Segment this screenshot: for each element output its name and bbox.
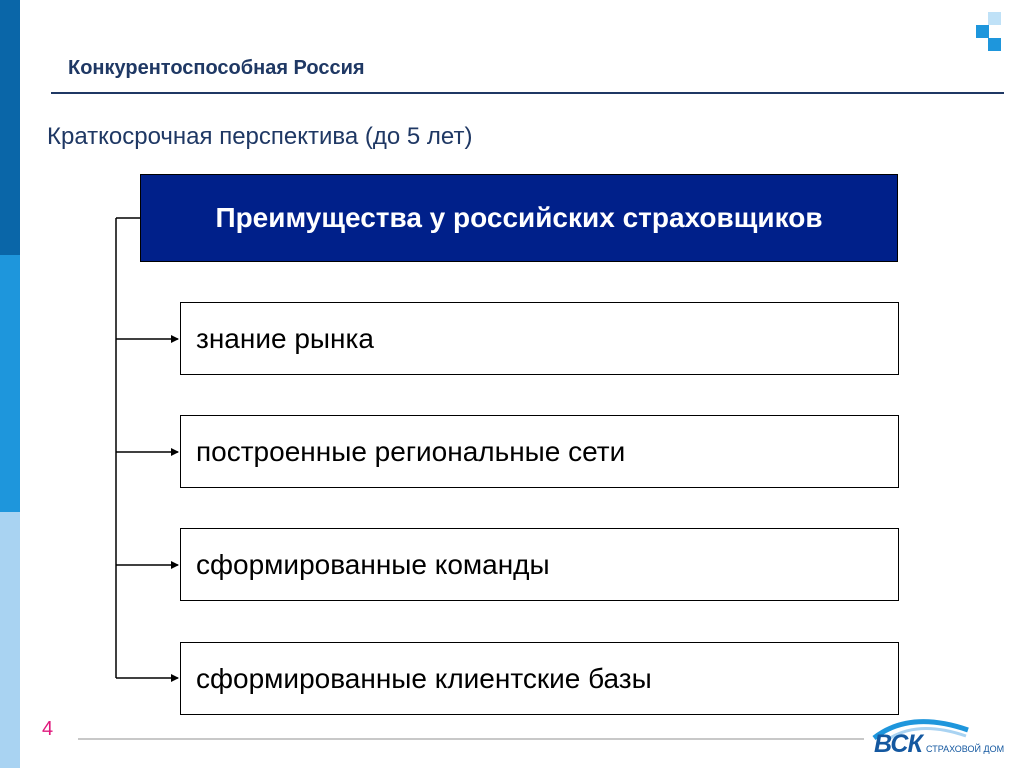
header-divider bbox=[51, 92, 1004, 94]
footer-divider bbox=[78, 738, 864, 740]
advantage-item-label: сформированные команды bbox=[196, 548, 550, 580]
advantage-item-label: знание рынка bbox=[196, 322, 374, 354]
decor-square-icon bbox=[976, 25, 989, 38]
left-band-dark bbox=[0, 0, 20, 255]
decor-square-icon bbox=[988, 38, 1001, 51]
logo-mark: ВСК bbox=[874, 730, 922, 758]
left-band-light bbox=[0, 512, 20, 768]
main-advantage-box bbox=[140, 174, 898, 262]
main-advantage-label: Преимущества у российских страховщиков bbox=[215, 202, 823, 233]
advantage-item-label: построенные региональные сети bbox=[196, 435, 626, 467]
decor-square-icon bbox=[988, 12, 1001, 25]
header-title: Конкурентоспособная Россия bbox=[68, 57, 365, 79]
page-number: 4 bbox=[42, 718, 54, 740]
advantage-item bbox=[180, 642, 899, 715]
logo-subtext: СТРАХОВОЙ ДОМ bbox=[926, 744, 1005, 754]
advantage-item bbox=[180, 302, 899, 375]
advantage-item bbox=[180, 528, 899, 601]
advantage-item-label: сформированные клиентские базы bbox=[196, 662, 652, 694]
advantage-item bbox=[180, 415, 899, 488]
slide-subtitle: Краткосрочная перспектива (до 5 лет) bbox=[47, 123, 473, 150]
vsk-logo bbox=[870, 712, 1010, 764]
left-band-mid bbox=[0, 255, 20, 512]
